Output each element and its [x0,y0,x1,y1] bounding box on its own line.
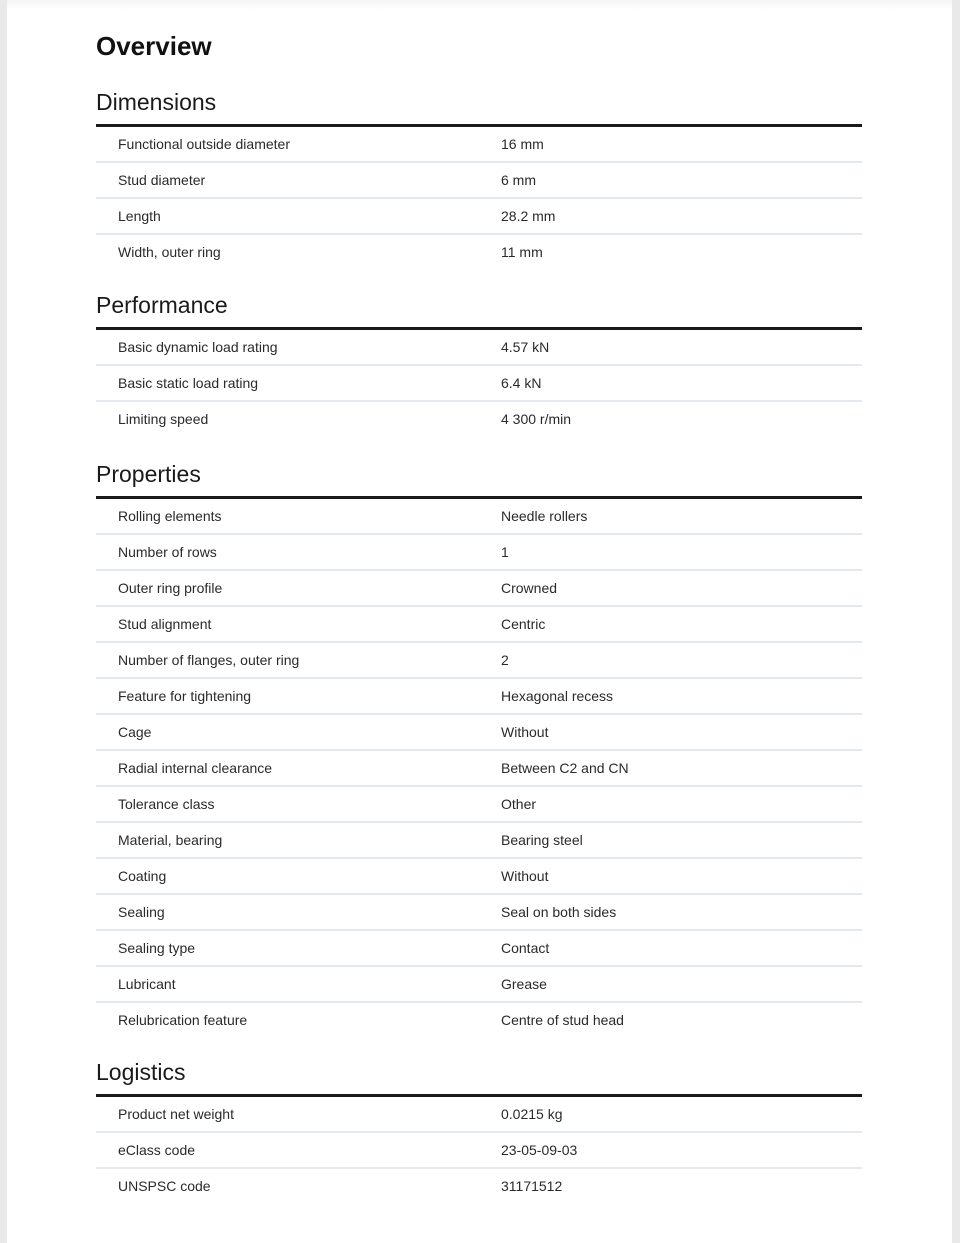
table-row [96,1168,862,1203]
spec-label: Rolling elements [96,498,501,535]
page-title: Overview [96,31,212,61]
spec-value: 6 mm [501,162,862,198]
spec-value: Needle rollers [501,498,862,535]
table-row [96,126,862,163]
section-properties [96,460,862,1037]
spec-value: 28.2 mm [501,198,862,234]
table-row [96,365,862,401]
spec-value: 16 mm [501,126,862,163]
table-row [96,606,862,642]
section-title-logistics: Logistics [96,1059,186,1085]
spec-value: Crowned [501,570,862,606]
spec-label: Cage [96,714,501,750]
spec-value: Other [501,786,862,822]
spec-value: Contact [501,930,862,966]
spec-value: Without [501,858,862,894]
spec-label: Outer ring profile [96,570,501,606]
spec-value: Bearing steel [501,822,862,858]
table-row [96,498,862,535]
spec-value: 2 [501,642,862,678]
spec-value: 4 300 r/min [501,411,572,427]
section-title-dimensions: Dimensions [96,89,217,115]
table-row [96,894,862,930]
table-row [96,1096,862,1133]
spec-label: Number of rows [96,534,501,570]
table-row [96,570,862,606]
table-row [96,1002,862,1037]
spec-table-performance [96,327,862,436]
section-dimensions [96,88,862,269]
spec-label: Radial internal clearance [96,750,501,786]
table-row [96,234,862,269]
spec-label: UNSPSC code [118,1178,211,1194]
spec-table-logistics [96,1094,862,1203]
spec-label: Limiting speed [118,411,209,427]
table-row [96,678,862,714]
table-row [96,329,862,366]
spec-value: Between C2 and CN [501,750,862,786]
table-row [96,642,862,678]
table-row [96,198,862,234]
spec-label: Functional outside diameter [96,126,501,163]
spec-label: Product net weight [96,1096,501,1133]
spec-label: Basic static load rating [96,365,501,401]
table-row [96,714,862,750]
spec-value: Centric [501,606,862,642]
table-row [96,930,862,966]
spec-value: 11 mm [501,244,543,260]
spec-label: Lubricant [96,966,501,1002]
spec-value: Seal on both sides [501,894,862,930]
spec-label: Length [96,198,501,234]
spec-value: 1 [501,534,862,570]
table-row [96,750,862,786]
spec-value: Centre of stud head [501,1012,624,1028]
table-row [96,858,862,894]
spec-table-dimensions [96,124,862,269]
section-performance [96,291,862,436]
spec-label: Stud diameter [96,162,501,198]
spec-table-properties [96,496,862,1037]
table-row [96,786,862,822]
section-logistics [96,1058,862,1203]
table-row [96,1132,862,1168]
spec-value: 4.57 kN [501,329,862,366]
spec-value: Grease [501,966,862,1002]
top-fade [7,0,952,10]
table-row [96,534,862,570]
spec-label: Tolerance class [96,786,501,822]
spec-label: Feature for tightening [96,678,501,714]
section-title-properties: Properties [96,461,201,487]
table-row [96,162,862,198]
spec-value: Hexagonal recess [501,678,862,714]
spec-label: Width, outer ring [118,244,221,260]
spec-value: Without [501,714,862,750]
spec-label: eClass code [96,1132,501,1168]
spec-label: Coating [96,858,501,894]
spec-label: Sealing [96,894,501,930]
table-row [96,822,862,858]
spec-label: Basic dynamic load rating [96,329,501,366]
spec-label: Number of flanges, outer ring [96,642,501,678]
page [7,0,952,1243]
table-row [96,401,862,436]
spec-value: 6.4 kN [501,365,862,401]
table-row [96,966,862,1002]
spec-value: 23-05-09-03 [501,1132,862,1168]
section-title-performance: Performance [96,292,228,318]
spec-value: 0.0215 kg [501,1096,862,1133]
spec-label: Material, bearing [96,822,501,858]
spec-label: Relubrication feature [118,1012,248,1028]
spec-label: Stud alignment [96,606,501,642]
spec-value: 31171512 [501,1178,563,1194]
spec-label: Sealing type [96,930,501,966]
